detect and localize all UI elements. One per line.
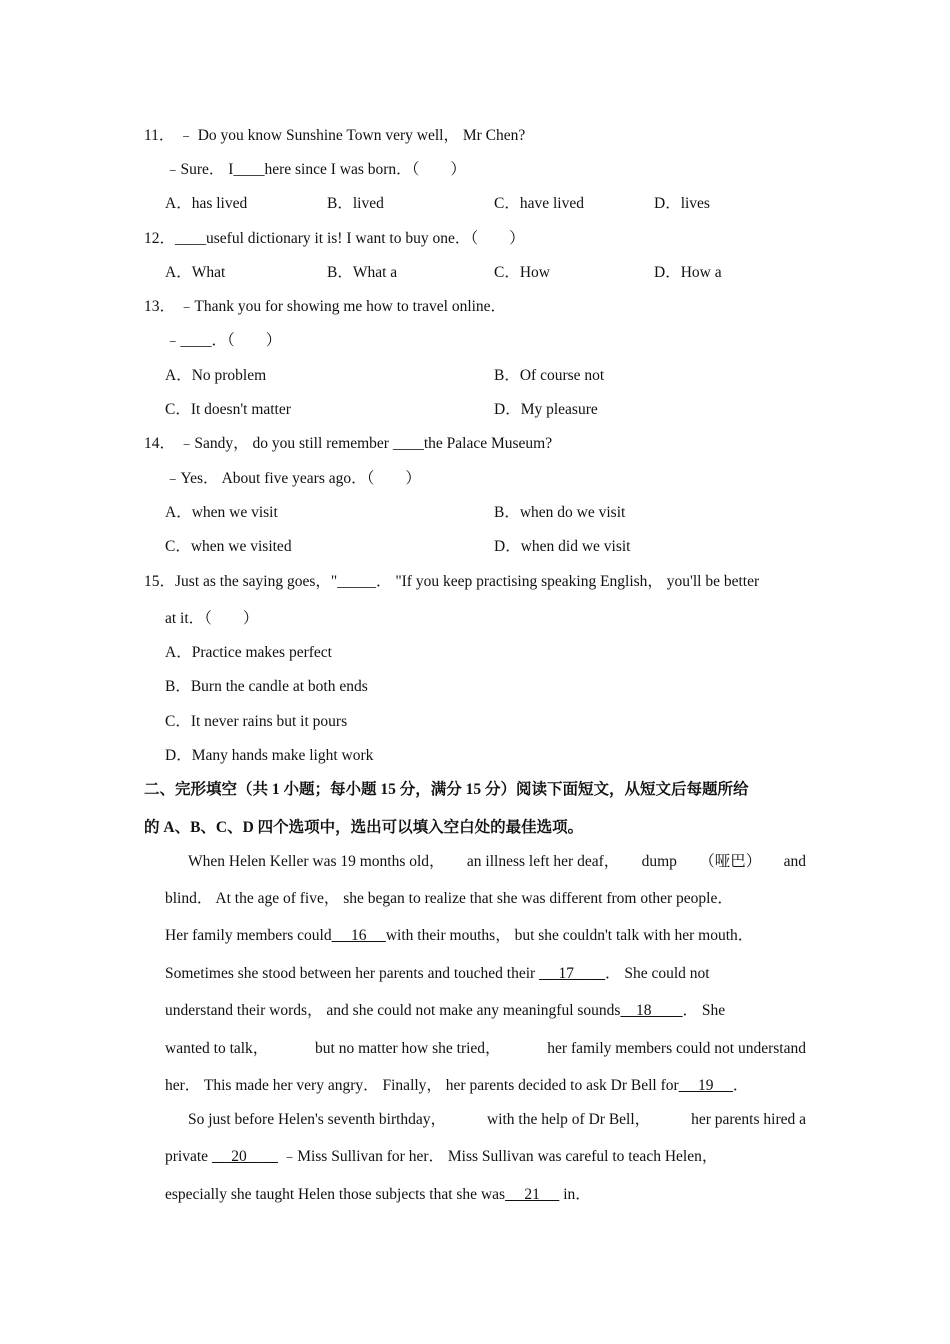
question-11-stem: 11． ﹣ Do you know Sunshine Town very well， Mr Chen? xyxy=(144,127,526,144)
option-13-a: A．No problem xyxy=(165,367,267,384)
blank-20: 20 xyxy=(211,1148,263,1165)
passage-p1-line5: understand their words， and she could not make any meaningful sounds 18 __． She xyxy=(165,1002,726,1019)
passage-p1-line4: Sometimes she stood between her parents and touched their 17 __． She could not xyxy=(165,965,710,982)
passage-p1-line2: blind． At the age of five， she began to realize that she was different from other people． xyxy=(165,890,733,907)
question-13-stem: 13． ﹣Thank you for showing me how to travel online． xyxy=(144,298,507,315)
blank-21: 21 xyxy=(505,1186,560,1203)
option-13-b: B．Of course not xyxy=(494,367,605,384)
option-14-d: D．when did we visit xyxy=(494,538,631,555)
option-15-b: B．Burn the candle at both ends xyxy=(165,678,368,695)
passage-p2-line1: So just before Helen's seventh birthday， with the help of Dr Bell， her parents hired a xyxy=(188,1111,806,1128)
option-14-a: A．when we visit xyxy=(165,504,278,521)
option-13-c: C．It doesn't matter xyxy=(165,401,291,418)
question-12-stem: 12．____useful dictionary it is! I want to buy one．（ ） xyxy=(144,230,525,247)
section-heading-line1: 二、完形填空（共 1 小题；每小题 15 分，满分 15 分）阅读下面短文，从短文后每题所给 xyxy=(144,781,749,798)
option-15-d: D．Many hands make light work xyxy=(165,747,374,764)
option-11-c: C．have lived xyxy=(494,195,584,212)
option-12-c: C．How xyxy=(494,264,550,281)
option-11-d: D．lives xyxy=(654,195,710,212)
option-15-c: C．It never rains but it pours xyxy=(165,713,348,730)
option-14-c: C．when we visited xyxy=(165,538,292,555)
option-13-d: D．My pleasure xyxy=(494,401,598,418)
section-heading-line2: 的 A、B、C、D 四个选项中，选出可以填入空白处的最佳选项。 xyxy=(144,819,584,836)
blank-18: 18 xyxy=(620,1002,667,1019)
passage-p1-line6: wanted to talk， but no matter how she tried， her family members could not understand xyxy=(165,1040,806,1057)
blank-17: 17 xyxy=(539,965,590,982)
question-14-stem: 14． ﹣Sandy， do you still remember ____the Palace Museum? xyxy=(144,435,553,452)
question-15-stem: 15．Just as the saying goes，"_____． "If you keep practising speaking English， you'll be better xyxy=(144,573,760,590)
blank-19: 19 xyxy=(678,1077,733,1094)
option-12-d: D．How a xyxy=(654,264,722,281)
question-11-stem2: ﹣Sure． I____here since I was born．（ ） xyxy=(165,161,466,178)
passage-p2-line3: especially she taught Helen those subjects that she was 21 in． xyxy=(165,1186,591,1203)
option-14-b: B．when do we visit xyxy=(494,504,626,521)
option-11-a: A．has lived xyxy=(165,195,248,212)
passage-p2-line2: private 20 __ ﹣Miss Sullivan for her． Miss Sullivan was careful to teach Helen， xyxy=(165,1148,718,1165)
blank-16: 16 xyxy=(331,927,386,944)
question-13-stem2: ﹣____．（ ） xyxy=(165,332,282,349)
option-12-b: B．What a xyxy=(327,264,398,281)
option-11-b: B．lived xyxy=(327,195,384,212)
passage-p1-line3: Her family members could 16 with their mouths， but she couldn't talk with her mouth． xyxy=(165,927,754,944)
passage-p1-line1: When Helen Keller was 19 months old， an illness left her deaf， dump （哑巴） and xyxy=(188,853,806,870)
question-15-stem2: at it．（ ） xyxy=(165,610,259,627)
question-14-stem2: ﹣Yes． About five years ago．（ ） xyxy=(165,470,421,487)
option-15-a: A．Practice makes perfect xyxy=(165,644,332,661)
passage-p1-line7: her． This made her very angry． Finally， her parents decided to ask Dr Bell for 19 ． xyxy=(165,1077,749,1094)
option-12-a: A．What xyxy=(165,264,226,281)
